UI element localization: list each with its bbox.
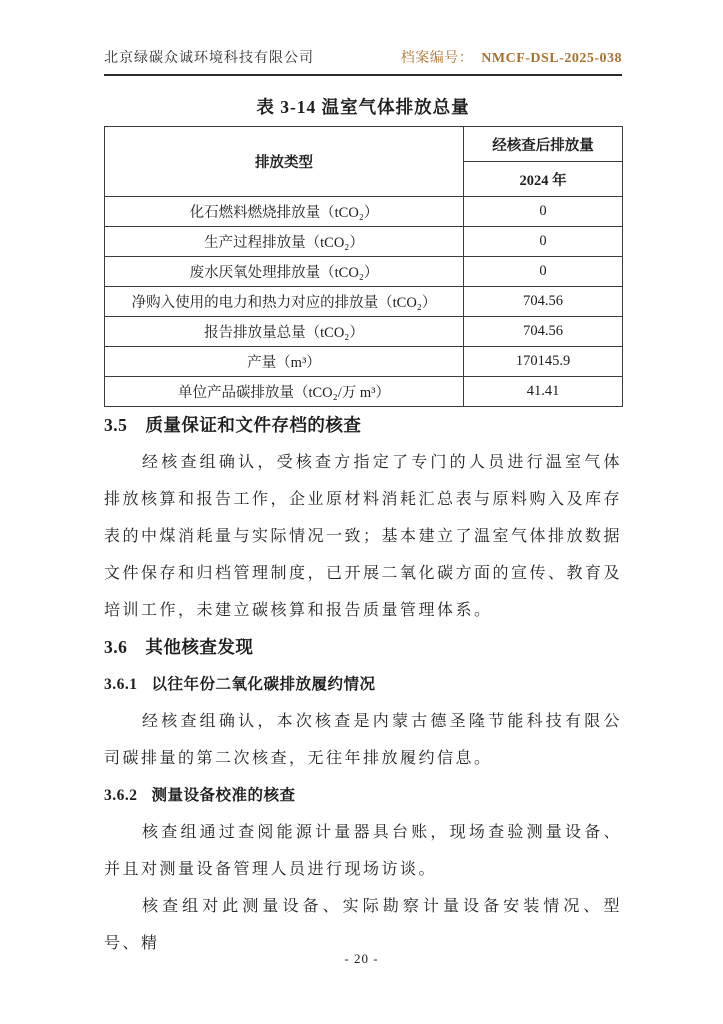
column-header-verified-emissions: 经核查后排放量 xyxy=(464,127,623,162)
section-3-6-2-paragraph-1: 核查组通过查阅能源计量器具台账，现场查验测量设备、并且对测量设备管理人员进行现场访谈。 xyxy=(104,824,622,878)
file-number-label: 档案编号： xyxy=(400,51,474,66)
company-name: 北京绿碳众诚环境科技有限公司 xyxy=(104,51,314,66)
row-label: 产量（m³） xyxy=(105,347,464,377)
section-3-6-1-paragraph: 经核查组确认，本次核查是内蒙古德圣隆节能科技有限公司碳排量的第二次核查，无往年排放履约信息。 xyxy=(104,713,622,767)
row-label: 化石燃料燃烧排放量（tCO₂） xyxy=(105,197,464,227)
table-row xyxy=(105,347,623,377)
column-header-year: 2024 年 xyxy=(464,162,623,197)
table-row xyxy=(105,317,623,347)
emissions-table-header xyxy=(105,127,623,197)
section-title: 其他核查发现 xyxy=(145,637,254,657)
row-label: 废水厌氧处理排放量（tCO₂） xyxy=(105,257,464,287)
page-header xyxy=(104,0,622,76)
section-3-6-2-paragraph-2: 核查组对此测量设备、实际勘察计量设备安装情况、型号、精 xyxy=(104,898,622,952)
emissions-table xyxy=(104,126,623,407)
section-number: 3.5 xyxy=(104,415,128,435)
section-title: 质量保证和文件存档的核查 xyxy=(145,415,362,435)
section-title: 以往年份二氧化碳排放履约情况 xyxy=(151,676,376,693)
row-value: 0 xyxy=(464,197,623,227)
section-heading-3-5 xyxy=(104,407,622,444)
table-row xyxy=(105,197,623,227)
row-label: 报告排放量总量（tCO₂） xyxy=(105,317,464,347)
table-row xyxy=(105,287,623,317)
row-value: 704.56 xyxy=(464,317,623,347)
row-value: 0 xyxy=(464,257,623,287)
row-label: 单位产品碳排放量（tCO₂/万 m³） xyxy=(105,377,464,407)
table-row xyxy=(105,257,623,287)
table-row xyxy=(105,227,623,257)
section-number: 3.6.1 xyxy=(104,676,138,693)
table-row xyxy=(105,377,623,407)
row-label: 净购入使用的电力和热力对应的排放量（tCO₂） xyxy=(105,287,464,317)
row-value: 41.41 xyxy=(464,377,623,407)
column-header-emission-type: 排放类型 xyxy=(105,127,464,197)
table-caption: 表 3-14 温室气体排放总量 xyxy=(256,97,470,117)
section-title: 测量设备校准的核查 xyxy=(151,787,296,804)
row-value: 0 xyxy=(464,227,623,257)
row-value: 704.56 xyxy=(464,287,623,317)
section-heading-3-6-1 xyxy=(104,666,622,703)
page-number: - 20 - xyxy=(344,951,379,966)
file-number-value: NMCF-DSL-2025-038 xyxy=(481,51,622,66)
section-heading-3-6 xyxy=(104,629,622,666)
section-3-5-paragraph: 经核查组确认，受核查方指定了专门的人员进行温室气体排放核算和报告工作，企业原材料消耗汇总表与原料购入及库存表的中煤消耗量与实际情况一致；基本建立了温室气体排放数据文件保存和归档管理制度，已开展二氧化碳方面的宣传、教育及培训工作，未建立碳核算和报告质量管理体系。 xyxy=(104,454,623,619)
section-number: 3.6 xyxy=(104,637,128,657)
file-number xyxy=(401,47,622,67)
row-value: 170145.9 xyxy=(464,347,623,377)
row-label: 生产过程排放量（tCO₂） xyxy=(105,227,464,257)
section-number: 3.6.2 xyxy=(104,787,138,804)
section-heading-3-6-2 xyxy=(104,777,622,814)
